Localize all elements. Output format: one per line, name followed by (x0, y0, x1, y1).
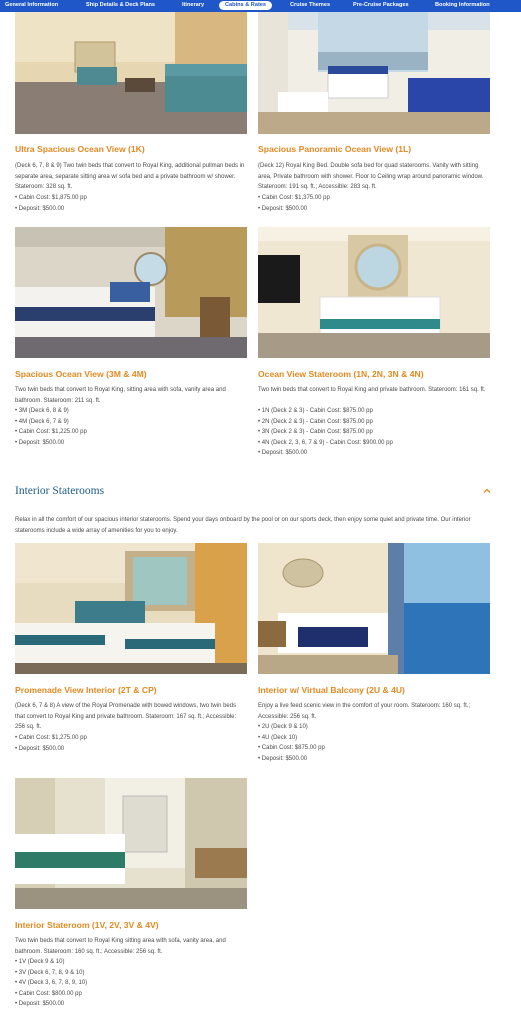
list-item: • Cabin Cost: $800.00 pp (15, 990, 82, 997)
card-title-1k: Ultra Spacious Ocean View (1K) (15, 144, 145, 154)
list-item: • Cabin Cost: $875.00 pp (258, 745, 325, 752)
list-item: • 4M (Deck 6, 7 & 9) (15, 418, 69, 425)
card-list-1k (15, 193, 247, 214)
card-title-1n-4n: Ocean View Stateroom (1N, 2N, 3N & 4N) (258, 369, 424, 379)
list-item: • 3V (Deck 6, 7, 8, 9 & 10) (15, 969, 85, 976)
nav-cabins-rates[interactable]: Cabins & Rates (219, 1, 272, 10)
card-list-1l (258, 193, 490, 214)
list-item: • 3N (Deck 2 & 3) - Cabin Cost: $875.00 pp (258, 429, 373, 436)
card-desc-1k: (Deck 6, 7, 8 & 9) Two twin beds that convert to Royal King, additional pullman beds in separate area, separate sitting area w/ sofa bed and a private bathroom w/ shower. Stateroom: 328 sq. ft. (15, 163, 245, 191)
card-list-1n-4n (258, 406, 490, 459)
nav-itinerary[interactable]: Itinerary (182, 2, 205, 8)
cabin-photo-2t-cp (15, 543, 247, 674)
list-item: • 4V (Deck 3, 6, 7, 8, 9, 10) (15, 980, 88, 987)
top-nav-bar (0, 0, 521, 12)
card-title-2u-4u: Interior w/ Virtual Balcony (2U & 4U) (258, 685, 405, 695)
list-item: • 3M (Deck 6, 8 & 9) (15, 408, 69, 414)
section-intro-interior: Relax in all the comfort of our spacious interior staterooms. Spend your days onboard by the pool or on our sports deck, then enjoy some quiet and private time. Our interior staterooms include a wide array of amenities for you to enjoy. (15, 517, 471, 534)
chevron-up-icon[interactable] (482, 486, 492, 496)
card-title-1l: Spacious Panoramic Ocean View (1L) (258, 144, 412, 154)
card-list-3m-4m (15, 406, 247, 448)
nav-cruise-themes[interactable]: Cruise Themes (290, 2, 331, 8)
cabin-photo-1l (258, 12, 490, 134)
list-item: • Deposit: $500.00 (15, 205, 65, 212)
card-desc-1v-4v: Two twin beds that convert to Royal King sitting area with sofa, vanity area, and bathroom. Stateroom: 160 sq. ft.; Accessible: 256 sq. ft. (15, 938, 226, 955)
card-list-1v-4v (15, 957, 247, 1010)
nav-general-information[interactable]: General Information (5, 2, 59, 8)
card-title-1v-4v: Interior Stateroom (1V, 2V, 3V & 4V) (15, 920, 159, 930)
list-item: • Deposit: $500.00 (258, 450, 308, 457)
nav-pre-cruise-packages[interactable]: Pre-Cruise Packages (353, 2, 409, 8)
list-item: • 4U (Deck 10) (258, 734, 298, 741)
list-item: • Cabin Cost: $1,875.00 pp (15, 195, 87, 201)
list-item: • Deposit: $500.00 (15, 745, 65, 752)
list-item: • Deposit: $500.00 (15, 439, 65, 446)
list-item: • Deposit: $500.00 (258, 205, 308, 212)
list-item: • Cabin Cost: $1,375.00 pp (258, 195, 330, 201)
list-item: • 2U (Deck 9 & 10) (258, 724, 308, 730)
nav-ship-details[interactable]: Ship Details & Deck Plans (86, 2, 156, 8)
nav-booking-information[interactable]: Booking Information (435, 2, 490, 8)
section-heading-interior: Interior Staterooms (15, 485, 105, 497)
cabin-photo-1n-4n (258, 227, 490, 358)
cabin-photo-1k (15, 12, 247, 134)
list-item: • Cabin Cost: $1,225.00 pp (15, 429, 87, 436)
list-item: • Deposit: $500.00 (15, 1001, 65, 1008)
card-desc-3m-4m: Two twin beds that convert to Royal King, sitting area with sofa, vanity area and bathroom. Stateroom: 211 sq. ft. (15, 387, 226, 404)
card-desc-2u-4u: Enjoy a live feed scenic view in the comfort of your room. Stateroom: 160 sq. ft.; Accessible: 256 sq. ft. (258, 703, 471, 720)
cabin-photo-2u-4u (258, 543, 490, 674)
card-list-2t-cp (15, 733, 247, 754)
card-desc-1l: (Deck 12) Royal King Bed. Double sofa bed for quad staterooms. Vanity with sitting area, Private bathroom with shower. Floor to Ceiling wrap around panoramic window. Stateroom: 191 sq. ft.; Accessible: 283 sq. ft. (258, 163, 484, 191)
cabin-photo-3m-4m (15, 227, 247, 358)
card-desc-1n-4n: Two twin beds that convert to Royal King and private bathroom. Stateroom: 161 sq. ft. (258, 387, 486, 393)
cabin-photo-1v-4v (15, 778, 247, 909)
card-title-2t-cp: Promenade View Interior (2T & CP) (15, 685, 157, 695)
list-item: • 1N (Deck 2 & 3) - Cabin Cost: $875.00 pp (258, 408, 373, 414)
list-item: • 4N (Deck 2, 3, 6, 7 & 9) - Cabin Cost: $900.00 pp (258, 439, 393, 446)
list-item: • Cabin Cost: $1,275.00 pp (15, 735, 87, 741)
list-item: • 1V (Deck 9 & 10) (15, 959, 65, 965)
card-title-3m-4m: Spacious Ocean View (3M & 4M) (15, 369, 147, 379)
card-desc-2t-cp: (Deck 6, 7 & 8) A view of the Royal Promenade with bowed windows, two twin beds that convert to Royal King and private bathroom. Stateroom: 167 sq. ft.; Accessible: 256 sq. ft. (15, 703, 237, 731)
list-item: • Deposit: $500.00 (258, 755, 308, 762)
list-item: • 2N (Deck 2 & 3) - Cabin Cost: $875.00 pp (258, 418, 373, 425)
card-list-2u-4u (258, 722, 490, 764)
